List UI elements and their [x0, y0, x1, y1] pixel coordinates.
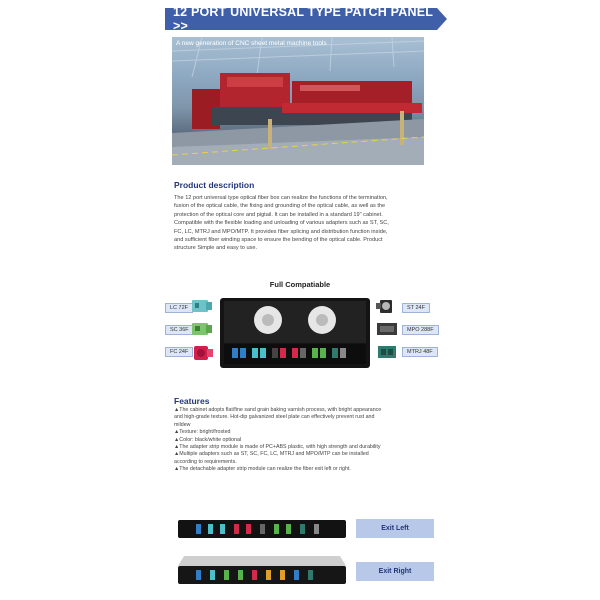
factory-photo [172, 37, 424, 165]
exit-left-panel-illustration [178, 518, 346, 540]
list-item: ▲The adapter strip module is made of PC+ABS plastic, with high strength and durability [174, 444, 381, 451]
exit-left-label: Exit Left [356, 519, 434, 538]
desc-line: The 12 port universal type optical fiber box can realize the functions of the termination, [174, 195, 388, 201]
desc-line: fusion of the optical cable, the fixing and grounding of the optical cable, as well as the [174, 203, 386, 210]
product-description-text [174, 194, 426, 253]
desc-line: and sufficient fiber winding space to ensure the bending of the optical cable. Product [174, 237, 383, 244]
page-title: 12 PORT UNIVERSAL TYPE PATCH PANEL >> [173, 5, 433, 33]
desc-line: protection of the optical core and pigtail. It can be installed in a standard 19" cabinet. [174, 211, 383, 218]
label-mpo: MPO 288F [402, 325, 439, 335]
label-lc: LC 72F [165, 303, 193, 313]
mtrj-adapter-icon [378, 346, 396, 358]
compatible-heading: Full Compatiable [269, 280, 331, 289]
label-mtrj: MTRJ 48F [402, 347, 438, 357]
fc-adapter-icon [194, 346, 213, 360]
desc-line: structure Simple and easy to use. [174, 245, 258, 252]
photo-caption: A new generation of CNC sheet metal machine tools [176, 40, 327, 47]
label-st: ST 24F [402, 303, 430, 313]
exit-right-panel-illustration [178, 554, 346, 586]
list-item: ▲The cabinet adopts flat/fine sand grain baking varnish process, with bright appearance [174, 407, 382, 413]
desc-line: Compatible with the flexible loading and unloading of various adapters such as ST, SC, [174, 220, 389, 227]
list-item: ▲Texture: bright/frosted [174, 429, 231, 436]
label-sc: SC 36F [165, 325, 194, 335]
desc-line: FC, LC, MTRJ and MPO/MTP. It provides fiber splicing and distribution function inside, [174, 228, 388, 235]
st-adapter-icon [376, 300, 392, 313]
list-item: ▲Color: black/white optional [174, 436, 242, 443]
list-item: ▲The detachable adapter strip module can realize the fiber exit left or right. [174, 466, 351, 473]
list-item: mildew [174, 421, 191, 428]
list-item: according to requirements. [174, 458, 237, 465]
list-item: and high-grade texture. Hot-dip galvanized steel plate can effectively prevent rust and [174, 414, 375, 421]
lc-adapter-icon [192, 300, 212, 312]
patch-panel-illustration [218, 296, 372, 372]
mpo-adapter-icon [377, 323, 397, 335]
left-adapters-illustration [190, 297, 216, 369]
features-list [174, 407, 424, 474]
sc-adapter-icon [192, 323, 212, 335]
exit-right-label: Exit Right [356, 562, 434, 581]
features-heading: Features [174, 396, 210, 406]
label-fc: FC 24F [165, 347, 193, 357]
cnc-machine-illustration [172, 37, 424, 165]
page-title-banner [165, 5, 437, 33]
list-item: ▲Multiple adapters such as ST, SC, FC, LC, MTRJ and MPO/MTP can be installed [174, 451, 369, 458]
right-adapters-illustration [374, 297, 402, 369]
product-description-heading: Product description [174, 180, 255, 190]
